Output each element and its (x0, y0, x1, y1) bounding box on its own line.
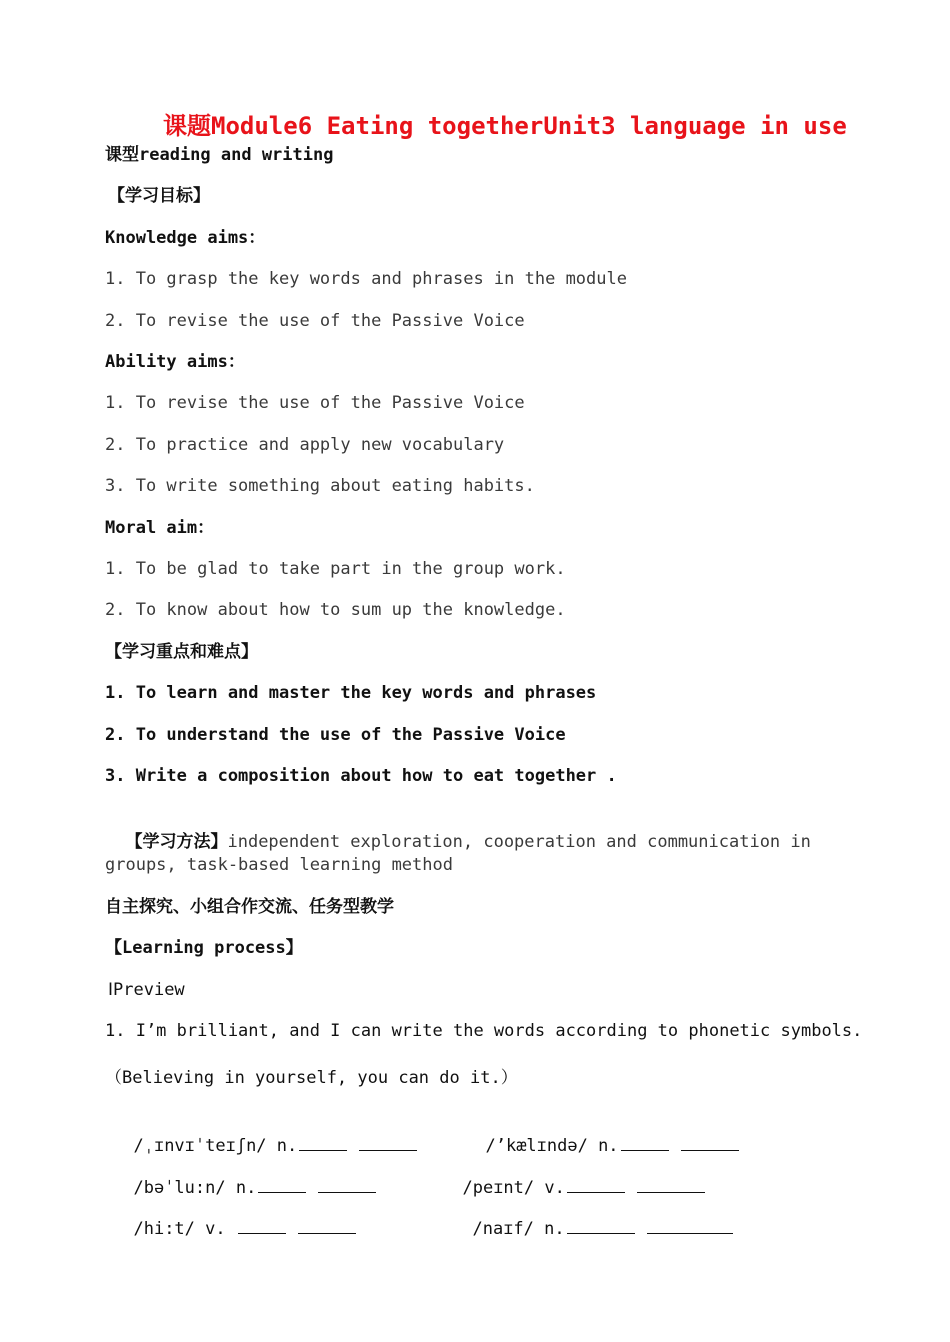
method-text-continued: groups, task-based learning method (105, 855, 453, 875)
task-instruction: 1. I’m brilliant, and I can write the words according to phonetic symbols. (105, 1021, 863, 1041)
answer-blank[interactable] (621, 1132, 669, 1151)
preview-label: ⅠPreview (108, 980, 185, 1000)
answer-blank[interactable] (647, 1215, 733, 1234)
key-points-header: 【学习重点和难点】 (105, 642, 258, 662)
answer-blank[interactable] (298, 1215, 356, 1234)
phonetic-symbol: /bəˈlu:n/ n. (133, 1178, 257, 1198)
phonetic-symbol: /ˌɪnvɪˈteɪʃn/ n. (133, 1136, 298, 1156)
phonetic-symbol: /peɪnt/ v. (462, 1178, 565, 1198)
method-text: independent exploration, cooperation and communication in (227, 832, 811, 852)
phonetic-item (113, 1191, 356, 1241)
answer-blank[interactable] (567, 1215, 635, 1234)
answer-blank[interactable] (299, 1132, 347, 1151)
method-header: 【学习方法】 (125, 832, 228, 852)
answer-blank[interactable] (359, 1132, 417, 1151)
method-line (105, 806, 811, 854)
lesson-type: 课型reading and writing (105, 145, 334, 165)
phonetic-symbol: /naɪf/ n. (472, 1219, 565, 1239)
moral-item: 2. To know about how to sum up the knowledge. (105, 600, 566, 620)
key-point-item: 3. Write a composition about how to eat together . (105, 766, 617, 786)
moral-label: Moral aim： (105, 518, 215, 538)
knowledge-item: 2. To revise the use of the Passive Voice (105, 311, 525, 331)
phonetic-symbol: /hi:t/ v. (133, 1219, 226, 1239)
method-chinese: 自主探究、小组合作交流、任务型教学 (105, 897, 394, 917)
key-point-item: 2. To understand the use of the Passive Voice (105, 725, 566, 745)
phonetic-item (452, 1191, 733, 1241)
process-header: 【Learning process】 (105, 938, 303, 958)
phonetic-symbol: /’kælɪndə/ n. (485, 1136, 619, 1156)
ability-label: Ability aims： (105, 352, 245, 372)
encouragement: （Believing in yourself, you can do it.） (105, 1068, 518, 1088)
page-title: 课题Module6 Eating togetherUnit3 language in use (163, 112, 847, 140)
answer-blank[interactable] (238, 1215, 286, 1234)
answer-blank[interactable] (681, 1132, 739, 1151)
ability-item: 1. To revise the use of the Passive Voice (105, 393, 525, 413)
moral-item: 1. To be glad to take part in the group work. (105, 559, 566, 579)
knowledge-label: Knowledge aims： (105, 228, 266, 248)
goals-header: 【学习目标】 (108, 186, 210, 206)
key-point-item: 1. To learn and master the key words and phrases (105, 683, 597, 703)
ability-item: 3. To write something about eating habits. (105, 476, 535, 496)
ability-item: 2. To practice and apply new vocabulary (105, 435, 505, 455)
knowledge-item: 1. To grasp the key words and phrases in the module (105, 269, 627, 289)
